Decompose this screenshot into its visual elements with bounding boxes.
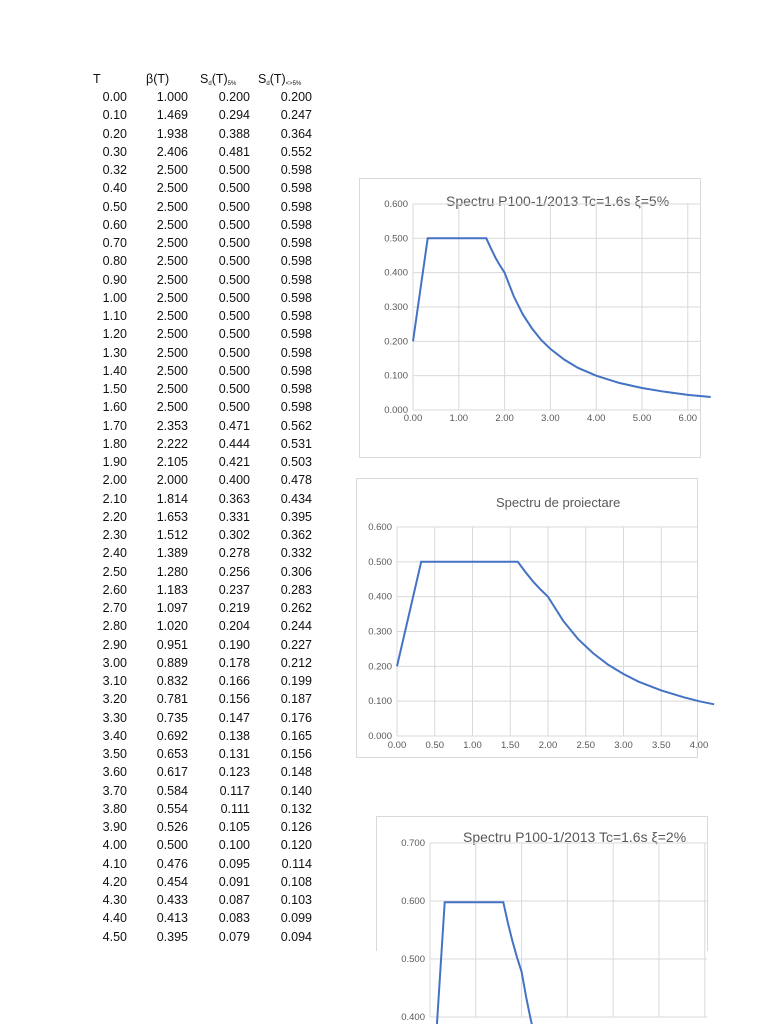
cell-t: 0.10 <box>102 108 127 123</box>
cell-t: 0.90 <box>102 272 127 287</box>
cell-sd-5: 0.500 <box>218 290 250 305</box>
cell-sd-other: 0.395 <box>280 509 312 524</box>
cell-sd-5: 0.237 <box>218 582 250 597</box>
cell-beta: 0.653 <box>156 747 188 761</box>
cell-beta: 0.889 <box>156 655 188 670</box>
cell-t: 1.50 <box>102 382 127 396</box>
cell-t: 3.30 <box>102 710 127 725</box>
cell-sd-other: 0.099 <box>280 911 312 926</box>
cell-t: 2.10 <box>102 491 127 506</box>
cell-sd-5: 0.500 <box>218 345 250 360</box>
cell-sd-other: 0.332 <box>280 546 312 561</box>
cell-sd-5: 0.481 <box>218 144 250 159</box>
cell-sd-5: 0.166 <box>218 674 250 688</box>
cell-t: 2.40 <box>102 546 127 561</box>
cell-sd-other: 0.598 <box>280 327 312 342</box>
x-tick-label: 1.50 <box>501 740 520 751</box>
cell-sd-other: 0.165 <box>280 728 312 743</box>
cell-sd-other: 0.598 <box>280 217 312 232</box>
cell-beta: 2.500 <box>156 236 188 250</box>
cell-t: 1.20 <box>102 327 127 342</box>
cell-t: 2.20 <box>102 509 127 524</box>
x-tick-label: 5.00 <box>632 413 652 424</box>
cell-beta: 0.476 <box>156 856 188 871</box>
cell-sd-other: 0.598 <box>280 181 312 196</box>
table-row <box>60 198 340 216</box>
cell-sd-5: 0.178 <box>218 655 250 670</box>
cell-sd-5: 0.500 <box>218 400 250 415</box>
x-tick-label: 6.00 <box>678 413 698 424</box>
table-row <box>60 325 340 343</box>
cell-beta: 1.000 <box>156 90 188 104</box>
cell-t: 2.30 <box>102 528 127 542</box>
cell-sd-5: 0.500 <box>218 309 250 323</box>
cell-sd-5: 0.190 <box>218 637 250 652</box>
cell-sd-other: 0.148 <box>280 765 312 780</box>
cell-sd-other: 0.598 <box>280 199 312 214</box>
cell-t: 0.70 <box>102 236 127 250</box>
chart-1 <box>359 178 701 458</box>
table-row <box>60 909 340 927</box>
cell-sd-5: 0.500 <box>218 363 250 378</box>
table-row <box>60 143 340 161</box>
cell-sd-other: 0.244 <box>280 619 312 634</box>
cell-t: 3.20 <box>102 692 127 707</box>
series-line <box>397 562 714 705</box>
cell-beta: 1.097 <box>156 601 188 615</box>
table-row <box>60 252 340 270</box>
table-row <box>60 344 340 362</box>
cell-t: 2.00 <box>102 473 127 488</box>
cell-sd-5: 0.100 <box>218 838 250 853</box>
cell-sd-5: 0.500 <box>218 236 250 250</box>
cell-t: 1.80 <box>102 436 127 451</box>
cell-beta: 0.692 <box>156 728 188 743</box>
cell-beta: 2.500 <box>156 309 188 323</box>
table-row <box>60 617 340 635</box>
table-row <box>60 161 340 179</box>
cell-sd-other: 0.598 <box>280 254 312 269</box>
cell-sd-other: 0.598 <box>280 163 312 177</box>
cell-t: 2.60 <box>102 582 127 597</box>
cell-beta: 0.526 <box>156 820 188 834</box>
cell-beta: 1.653 <box>156 509 188 524</box>
cell-sd-other: 0.156 <box>280 747 312 761</box>
cell-beta: 2.500 <box>156 254 188 269</box>
cell-t: 4.20 <box>102 874 127 889</box>
table-row <box>60 289 340 307</box>
table-row <box>60 599 340 617</box>
table-row <box>60 581 340 599</box>
cell-sd-other: 0.598 <box>280 290 312 305</box>
cell-beta: 2.500 <box>156 181 188 196</box>
table-row <box>60 782 340 800</box>
cell-beta: 2.500 <box>156 345 188 360</box>
cell-sd-other: 0.434 <box>280 491 312 506</box>
table-row <box>60 179 340 197</box>
cell-sd-5: 0.500 <box>218 254 250 269</box>
cell-sd-5: 0.147 <box>218 710 250 725</box>
cell-t: 1.00 <box>102 290 127 305</box>
cell-beta: 2.500 <box>156 363 188 378</box>
cell-beta: 1.280 <box>156 564 188 579</box>
cell-beta: 1.814 <box>156 491 188 506</box>
table-row <box>60 800 340 818</box>
cell-sd-5: 0.444 <box>218 436 250 451</box>
cell-sd-other: 0.187 <box>280 692 312 707</box>
cell-sd-other: 0.503 <box>280 455 312 469</box>
table-row <box>60 106 340 124</box>
cell-sd-other: 0.247 <box>280 108 312 123</box>
cell-sd-other: 0.114 <box>281 856 312 871</box>
x-tick-label: 0.50 <box>425 740 444 751</box>
table-row <box>60 453 340 471</box>
cell-sd-other: 0.598 <box>280 382 312 396</box>
cell-sd-5: 0.400 <box>218 473 250 488</box>
cell-beta: 0.500 <box>156 838 188 853</box>
table-row <box>60 125 340 143</box>
cell-t: 3.70 <box>102 783 127 798</box>
cell-t: 2.50 <box>102 564 127 579</box>
cell-sd-5: 0.363 <box>218 491 250 506</box>
cell-t: 3.00 <box>102 655 127 670</box>
cell-sd-5: 0.500 <box>218 327 250 342</box>
cell-sd-5: 0.200 <box>218 90 250 104</box>
y-tick-label: 0.600 <box>384 199 408 210</box>
header-sd-5: $S_d(T)_{5\%}$ <box>200 72 237 87</box>
cell-t: 1.10 <box>102 309 127 323</box>
table-row <box>60 508 340 526</box>
cell-beta: 0.413 <box>156 911 188 926</box>
cell-sd-5: 0.302 <box>218 528 250 542</box>
cell-t: 3.90 <box>102 820 127 834</box>
table-row <box>60 471 340 489</box>
cell-t: 4.40 <box>102 911 127 926</box>
chart-title: Spectru de proiectare <box>496 495 621 510</box>
cell-sd-5: 0.278 <box>218 546 250 561</box>
cell-sd-other: 0.262 <box>280 601 312 615</box>
x-tick-label: 1.00 <box>463 740 482 751</box>
x-tick-label: 2.50 <box>576 740 595 751</box>
table-row <box>60 362 340 380</box>
y-tick-label: 0.000 <box>384 405 408 416</box>
cell-t: 0.50 <box>102 199 127 214</box>
cell-sd-5: 0.079 <box>218 929 250 944</box>
cell-beta: 2.500 <box>156 400 188 415</box>
cell-sd-5: 0.500 <box>218 163 250 177</box>
cell-sd-5: 0.294 <box>218 108 250 123</box>
cell-sd-5: 0.256 <box>218 564 250 579</box>
cell-sd-other: 0.283 <box>280 582 312 597</box>
table-row <box>60 727 340 745</box>
cell-sd-other: 0.094 <box>280 929 312 944</box>
cell-beta: 2.500 <box>156 163 188 177</box>
chart-title: Spectru P100-1/2013 Tc=1.6s ξ=5% <box>446 193 670 209</box>
cell-beta: 1.469 <box>156 108 188 123</box>
cell-sd-5: 0.500 <box>218 272 250 287</box>
cell-sd-other: 0.552 <box>280 144 312 159</box>
cell-t: 1.90 <box>102 455 127 469</box>
cell-sd-other: 0.200 <box>280 90 312 104</box>
cell-beta: 2.500 <box>156 272 188 287</box>
cell-beta: 1.183 <box>156 582 188 597</box>
cell-sd-other: 0.598 <box>280 345 312 360</box>
cell-beta: 1.512 <box>156 528 188 542</box>
cell-t: 0.60 <box>102 217 127 232</box>
cell-t: 4.00 <box>102 838 127 853</box>
cell-sd-other: 0.562 <box>280 418 312 433</box>
x-tick-label: 3.00 <box>541 413 560 424</box>
cell-t: 0.80 <box>102 254 127 269</box>
cell-beta: 0.951 <box>156 637 188 652</box>
cell-sd-5: 0.131 <box>218 747 250 761</box>
cell-t: 3.40 <box>102 728 127 743</box>
cell-sd-5: 0.204 <box>218 619 250 634</box>
y-tick-label: 0.100 <box>384 370 408 382</box>
cell-sd-5: 0.156 <box>218 692 250 707</box>
y-tick-label: 0.400 <box>384 267 408 279</box>
cell-t: 2.70 <box>102 601 127 615</box>
cell-beta: 2.500 <box>156 199 188 214</box>
x-tick-label: 2.00 <box>538 740 558 751</box>
cell-t: 4.50 <box>102 929 127 944</box>
y-tick-label: 0.500 <box>368 556 392 568</box>
x-tick-label: 3.00 <box>614 740 633 751</box>
cell-sd-other: 0.227 <box>280 637 312 652</box>
cell-beta: 2.353 <box>156 418 188 433</box>
cell-sd-5: 0.500 <box>218 382 250 396</box>
cell-sd-5: 0.388 <box>218 126 250 141</box>
cell-beta: 2.500 <box>156 327 188 342</box>
cell-sd-other: 0.478 <box>280 473 312 488</box>
cell-sd-other: 0.120 <box>280 838 312 853</box>
table-row <box>60 544 340 562</box>
chart-title: Spectru P100-1/2013 Tc=1.6s ξ=2% <box>463 829 687 845</box>
table-row <box>60 490 340 508</box>
cell-sd-other: 0.598 <box>280 272 312 287</box>
cell-beta: 2.222 <box>156 436 188 451</box>
cell-t: 0.40 <box>102 181 127 196</box>
cell-beta: 1.389 <box>156 546 188 561</box>
y-tick-label: 0.500 <box>384 233 408 245</box>
x-tick-label: 1.00 <box>449 413 469 424</box>
table-row <box>60 435 340 453</box>
cell-beta: 0.395 <box>156 929 188 944</box>
cell-beta: 2.000 <box>156 473 188 488</box>
cell-t: 3.50 <box>102 747 127 761</box>
table-row <box>60 216 340 234</box>
header-sd-other: $S_d(T)_{<>5\%}$ <box>258 72 302 87</box>
cell-sd-other: 0.176 <box>280 710 312 725</box>
cell-t: 4.30 <box>102 893 127 907</box>
x-tick-label: 4.00 <box>586 413 606 424</box>
table-row <box>60 563 340 581</box>
header-beta: β(T) <box>146 72 170 86</box>
cell-t: 3.60 <box>102 765 127 780</box>
y-tick-label: 0.100 <box>368 696 392 708</box>
chart-3 <box>376 816 708 1023</box>
x-tick-label: 4.00 <box>689 740 709 751</box>
cell-beta: 2.500 <box>156 290 188 305</box>
y-tick-label: 0.400 <box>368 591 392 603</box>
series-line <box>430 902 540 1024</box>
table-row <box>60 380 340 398</box>
y-tick-label: 0.600 <box>368 522 392 533</box>
x-tick-label: 3.50 <box>652 740 671 751</box>
cell-t: 0.30 <box>102 144 127 159</box>
table-row <box>60 88 340 106</box>
cell-beta: 0.781 <box>156 692 188 707</box>
table-row <box>60 690 340 708</box>
cell-sd-5: 0.138 <box>218 728 250 743</box>
table-header <box>60 70 340 88</box>
cell-sd-other: 0.199 <box>280 674 312 688</box>
cell-sd-5: 0.500 <box>218 199 250 214</box>
table-row <box>60 928 340 946</box>
table-row <box>60 891 340 909</box>
cell-beta: 0.433 <box>156 893 188 907</box>
cell-sd-5: 0.421 <box>218 455 250 469</box>
y-tick-label: 0.400 <box>401 1012 425 1023</box>
table-row <box>60 398 340 416</box>
table-row <box>60 818 340 836</box>
x-tick-label: 2.00 <box>495 413 514 424</box>
cell-sd-other: 0.364 <box>280 126 312 141</box>
cell-sd-5: 0.500 <box>218 217 250 232</box>
cell-beta: 2.500 <box>156 217 188 232</box>
cell-sd-other: 0.212 <box>280 655 312 670</box>
table-row <box>60 855 340 873</box>
cell-t: 2.80 <box>102 619 127 634</box>
cell-sd-5: 0.095 <box>218 856 250 871</box>
cell-sd-other: 0.140 <box>280 783 312 798</box>
header-t: T <box>93 72 101 86</box>
cell-sd-5: 0.219 <box>218 601 250 615</box>
cell-sd-other: 0.132 <box>280 801 312 816</box>
table-row <box>60 654 340 672</box>
cell-t: 0.32 <box>102 163 127 177</box>
cell-beta: 0.617 <box>156 765 188 780</box>
cell-sd-other: 0.103 <box>280 893 312 907</box>
table-row <box>60 763 340 781</box>
cell-sd-5: 0.500 <box>218 181 250 196</box>
cell-sd-other: 0.306 <box>280 564 312 579</box>
cell-t: 3.80 <box>102 801 127 816</box>
y-tick-label: 0.000 <box>368 731 392 742</box>
cell-sd-other: 0.108 <box>280 874 312 889</box>
y-tick-label: 0.200 <box>384 336 408 348</box>
y-tick-label: 0.300 <box>384 302 408 313</box>
table-row <box>60 307 340 325</box>
cell-sd-5: 0.123 <box>218 765 250 780</box>
cell-sd-other: 0.598 <box>280 400 312 415</box>
cell-sd-5: 0.117 <box>219 783 250 798</box>
table-row <box>60 417 340 435</box>
table-row <box>60 709 340 727</box>
cell-t: 0.00 <box>102 90 127 104</box>
table-row <box>60 873 340 891</box>
cell-beta: 0.735 <box>156 710 188 725</box>
chart-2 <box>356 478 709 758</box>
cell-beta: 0.584 <box>156 783 188 798</box>
cell-t: 4.10 <box>102 856 127 871</box>
cell-t: 3.10 <box>102 674 127 688</box>
cell-sd-other: 0.598 <box>280 236 312 250</box>
table-row <box>60 234 340 252</box>
cell-beta: 2.500 <box>156 382 188 396</box>
cell-beta: 1.938 <box>156 126 188 141</box>
cell-sd-other: 0.362 <box>280 528 312 542</box>
cell-sd-5: 0.331 <box>218 509 250 524</box>
cell-sd-5: 0.105 <box>218 820 250 834</box>
x-tick-label: 0.00 <box>387 740 407 751</box>
cell-beta: 1.020 <box>156 619 188 634</box>
cell-beta: 2.406 <box>156 144 188 159</box>
table-row <box>60 526 340 544</box>
cell-beta: 2.105 <box>156 455 188 469</box>
cell-sd-5: 0.111 <box>220 801 250 816</box>
cell-t: 2.90 <box>102 637 127 652</box>
cell-beta: 0.554 <box>156 801 188 816</box>
cell-t: 1.70 <box>102 418 127 433</box>
cell-sd-other: 0.531 <box>280 436 312 451</box>
table-row <box>60 836 340 854</box>
y-tick-label: 0.700 <box>401 838 425 849</box>
table-row <box>60 271 340 289</box>
y-tick-label: 0.200 <box>368 661 392 673</box>
cell-beta: 0.832 <box>156 674 188 688</box>
x-tick-label: 0.00 <box>403 413 423 424</box>
table-row <box>60 672 340 690</box>
cell-t: 1.30 <box>102 345 127 360</box>
y-tick-label: 0.500 <box>401 954 425 965</box>
cell-sd-5: 0.083 <box>218 911 250 926</box>
table-row <box>60 745 340 763</box>
y-tick-label: 0.300 <box>368 626 392 638</box>
cell-sd-5: 0.091 <box>218 874 250 889</box>
cell-sd-other: 0.126 <box>280 820 312 834</box>
y-tick-label: 0.600 <box>401 896 425 907</box>
cell-sd-5: 0.471 <box>218 418 250 433</box>
cell-sd-other: 0.598 <box>280 363 312 378</box>
cell-t: 1.40 <box>102 363 127 378</box>
cell-beta: 0.454 <box>156 874 188 889</box>
table-row <box>60 636 340 654</box>
cell-sd-5: 0.087 <box>218 893 250 907</box>
cell-t: 1.60 <box>102 400 127 415</box>
cell-t: 0.20 <box>102 126 127 141</box>
series-line <box>413 238 711 397</box>
cell-sd-other: 0.598 <box>280 309 312 323</box>
